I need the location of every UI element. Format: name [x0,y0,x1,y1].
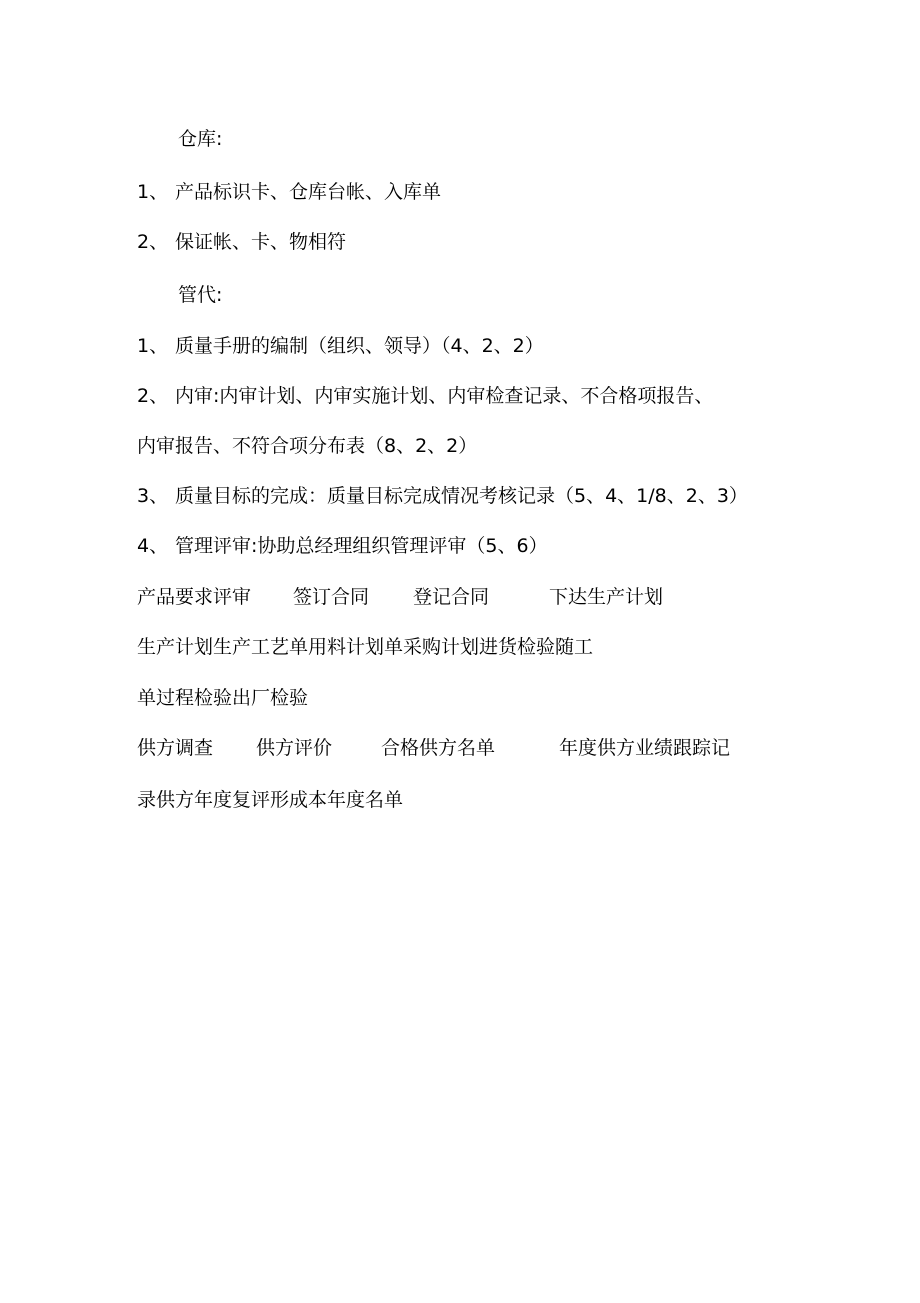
warehouse-item-2 [137,230,346,254]
item-text: 质量目标的完成：质量目标完成情况考核记录（5、4、1/8、2、3） [175,485,748,507]
flow-step: 下达生产计划 [549,586,664,608]
item-number: 2、 [137,385,169,407]
management-item-4 [137,534,548,558]
item-number: 1、 [137,181,169,203]
flow-step: 登记合同 [413,586,490,608]
item-number: 4、 [137,535,169,557]
flow-step: 年度供方业绩跟踪记 [559,737,731,759]
management-item-2-continuation: 内审报告、不符合项分布表（8、2、2） [137,435,478,457]
management-item-3 [137,484,748,508]
management-heading: 管代: [178,284,223,306]
item-text: 保证帐、卡、物相符 [175,231,347,253]
flow-supplier [137,736,777,760]
warehouse-heading: 仓库: [178,128,223,150]
flow-production-line-1: 生产计划生产工艺单用料计划单采购计划进货检验随工 [137,636,594,658]
item-number: 1、 [137,335,169,357]
flow-supplier-continuation: 录供方年度复评形成本年度名单 [137,789,404,811]
item-text: 内审:内审计划、内审实施计划、内审检查记录、不合格项报告、 [175,385,714,407]
item-number: 2、 [137,231,169,253]
flow-step: 供方调查 [137,737,214,759]
warehouse-item-1 [137,180,441,204]
item-text: 管理评审:协助总经理组织管理评审（5、6） [175,535,548,557]
flow-step: 签订合同 [293,586,370,608]
item-text: 质量手册的编制（组织、领导）（4、2、2） [175,335,544,357]
flow-step: 供方评价 [256,737,333,759]
item-text: 产品标识卡、仓库台帐、入库单 [175,181,442,203]
item-number: 3、 [137,485,169,507]
flow-step: 合格供方名单 [381,737,496,759]
flow-step: 产品要求评审 [137,586,252,608]
flow-production-line-2: 单过程检验出厂检验 [137,687,309,709]
management-item-1 [137,334,544,358]
flow-sales-order [137,585,697,609]
management-item-2 [137,384,713,408]
